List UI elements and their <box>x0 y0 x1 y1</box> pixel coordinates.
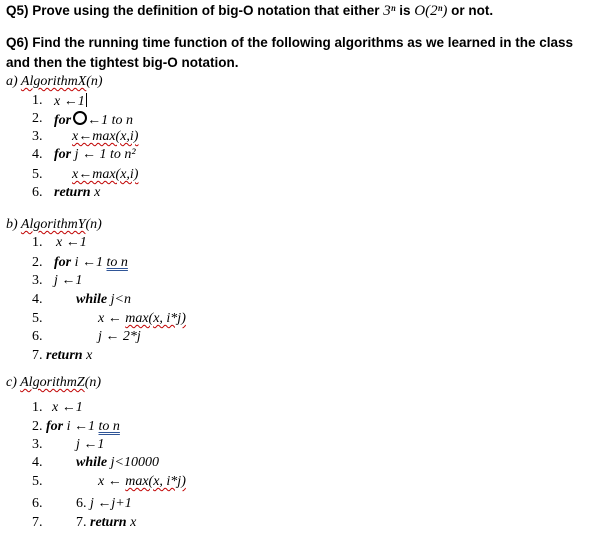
algo-c-num-6: 6. <box>32 496 43 511</box>
algo-a-line-1 <box>54 93 87 110</box>
algo-c-line-7 <box>76 515 136 531</box>
algo-c-line-5-text: x ← <box>98 474 122 489</box>
algo-a-line-4-text: j ← 1 to n² <box>74 147 136 162</box>
algo-c-line-2-text: i ←1 <box>66 419 96 434</box>
algo-c-line-5 <box>98 474 186 490</box>
algo-a-num-6: 6. <box>32 185 43 200</box>
algo-b-line-5 <box>98 311 186 327</box>
algo-a-num-4: 4. <box>32 147 43 162</box>
algo-a-line-5-text: x←max(x,i) <box>72 167 139 182</box>
algo-c-num-2: 2. <box>32 419 43 434</box>
q5-label: Q5) Prove using the definition of big-O notation that either <box>6 3 380 18</box>
algo-b-line-6: j ← 2*j <box>98 329 141 344</box>
q5-is: is <box>399 3 411 18</box>
algo-c-num-3: 3. <box>32 437 43 452</box>
algo-a-line-4 <box>54 147 136 163</box>
circle-shape-icon <box>73 111 87 125</box>
algo-c-header <box>6 375 101 391</box>
keyword-for: for <box>54 255 72 270</box>
algo-c-line-7-text: x <box>130 515 137 530</box>
algo-c-param: (n) <box>84 375 102 390</box>
algo-c-inner-num-7: 7. <box>76 515 87 530</box>
text-cursor <box>86 93 87 107</box>
algo-b-line-1: x ←1 <box>56 235 87 250</box>
question-6-line-2: and then the tightest big-O notation. <box>6 55 239 70</box>
keyword-return: return <box>90 515 127 530</box>
algo-c-line-2 <box>32 419 120 435</box>
algo-a-num-1: 1. <box>32 93 43 108</box>
algo-c-num-5: 5. <box>32 474 43 489</box>
algo-c-line-3: j ←1 <box>76 437 105 452</box>
algo-a-num-5: 5. <box>32 167 43 182</box>
algo-b-param: (n) <box>85 217 102 232</box>
algo-b-line-7-text: x <box>86 348 93 363</box>
algo-c-line-4-text: j<10000 <box>110 455 159 470</box>
algo-a-line-2-text: ←1 to n <box>87 113 134 128</box>
algo-c-line-6 <box>76 496 132 512</box>
algo-b-line-7 <box>32 348 92 364</box>
q5-expr2: O(2ⁿ) <box>414 3 448 19</box>
algo-c-line-4 <box>76 455 159 471</box>
q5-tail: or not. <box>451 3 494 18</box>
algo-a-line-6 <box>54 185 100 201</box>
algo-a-line-5 <box>72 167 138 183</box>
keyword-while: while <box>76 292 108 307</box>
keyword-return: return <box>54 185 91 200</box>
algo-c-num-4: 4. <box>32 455 43 470</box>
algo-c-line-2-range: to n <box>98 419 120 434</box>
algo-a-name: AlgorithmX <box>20 74 87 89</box>
algo-c-inner-num-6: 6. <box>76 496 87 511</box>
algo-b-num-6: 6. <box>32 329 43 344</box>
algo-b-line-2-text: i ←1 <box>74 255 104 270</box>
algo-a-header <box>6 74 103 90</box>
algo-a-num-2: 2. <box>32 111 43 126</box>
algo-b-name: AlgorithmY <box>20 217 86 232</box>
question-6-line-1: Q6) Find the running time function of the following algorithms as we learned in the class <box>6 35 574 50</box>
algo-a-param: (n) <box>86 74 103 89</box>
q5-expr1: 3ⁿ <box>383 3 396 19</box>
keyword-for: for <box>46 419 64 434</box>
algo-c-num-1: 1. <box>32 400 43 415</box>
algo-c-prefix: c) <box>6 375 21 390</box>
algo-a-line-1-text: x ←1 <box>54 94 85 109</box>
algo-b-num-3: 3. <box>32 273 43 288</box>
question-5 <box>6 2 493 20</box>
algo-b-line-5-text: x ← <box>98 311 122 326</box>
algo-b-prefix: b) <box>6 217 21 232</box>
keyword-return: return <box>46 348 83 363</box>
algo-b-line-2 <box>54 255 128 271</box>
algo-b-num-5: 5. <box>32 311 43 326</box>
algo-c-line-6-text: j ←j+1 <box>90 496 132 511</box>
algo-a-line-2 <box>54 111 133 129</box>
algo-b-line-5-call: max(x, i*j) <box>125 311 186 326</box>
algo-c-name: AlgorithmZ <box>20 375 85 390</box>
algo-a-prefix: a) <box>6 74 21 89</box>
algo-c-num-7: 7. <box>32 515 43 530</box>
algo-a-num-3: 3. <box>32 129 43 144</box>
algo-b-line-4-text: j<n <box>110 292 131 307</box>
algo-b-header <box>6 217 102 233</box>
algo-b-line-2-range: to n <box>106 255 128 270</box>
algo-b-num-1: 1. <box>32 235 43 250</box>
keyword-for: for <box>54 113 72 128</box>
algo-b-num-4: 4. <box>32 292 43 307</box>
algo-a-line-3 <box>72 129 138 145</box>
algo-b-line-3: j ←1 <box>54 273 83 288</box>
keyword-while: while <box>76 455 108 470</box>
algo-c-line-1: x ←1 <box>52 400 83 415</box>
algo-b-line-4 <box>76 292 131 308</box>
algo-b-num-2: 2. <box>32 255 43 270</box>
algo-a-line-6-text: x <box>94 185 101 200</box>
algo-b-num-7: 7. <box>32 348 43 363</box>
algo-a-line-3-text: x←max(x,i) <box>72 129 139 144</box>
algo-c-line-5-call: max(x, i*j) <box>125 474 186 489</box>
keyword-for: for <box>54 147 72 162</box>
